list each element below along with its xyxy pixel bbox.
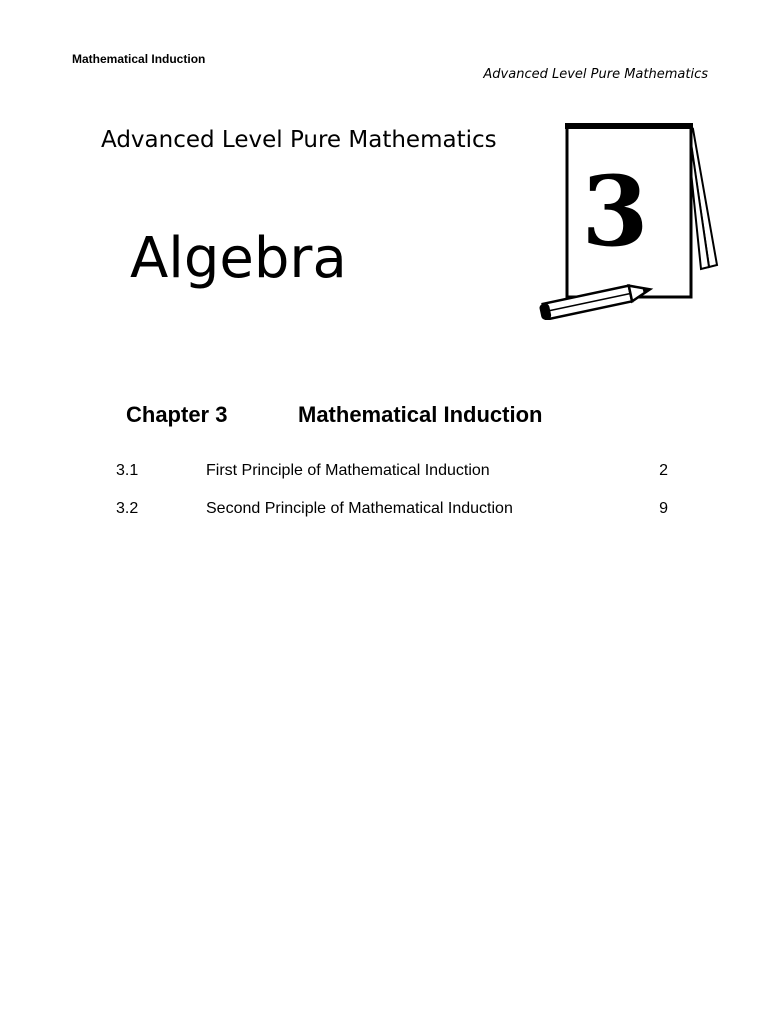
toc-row[interactable] — [116, 462, 672, 500]
toc-page-number: 9 — [659, 500, 668, 517]
toc-section-number: 3.2 — [116, 500, 139, 517]
toc-section-title: Second Principle of Mathematical Induction — [206, 500, 513, 517]
toc-section-number: 3.1 — [116, 462, 139, 479]
toc-page-number: 2 — [659, 462, 668, 479]
book-title: Algebra — [130, 226, 347, 291]
running-header-right: Advanced Level Pure Mathematics — [483, 67, 708, 82]
chapter-heading — [126, 402, 542, 428]
toc-section-title: First Principle of Mathematical Induction — [206, 462, 490, 479]
chapter-label: Chapter 3 — [126, 402, 228, 427]
toc-row[interactable] — [116, 500, 672, 538]
chapter-title: Mathematical Induction — [298, 402, 543, 427]
book-subject: Advanced Level Pure Mathematics — [101, 127, 497, 153]
notebook-with-pencil-icon — [535, 115, 725, 320]
chapter-number: 3 — [581, 155, 649, 268]
table-of-contents — [116, 462, 672, 538]
running-header-left: Mathematical Induction — [72, 52, 206, 66]
